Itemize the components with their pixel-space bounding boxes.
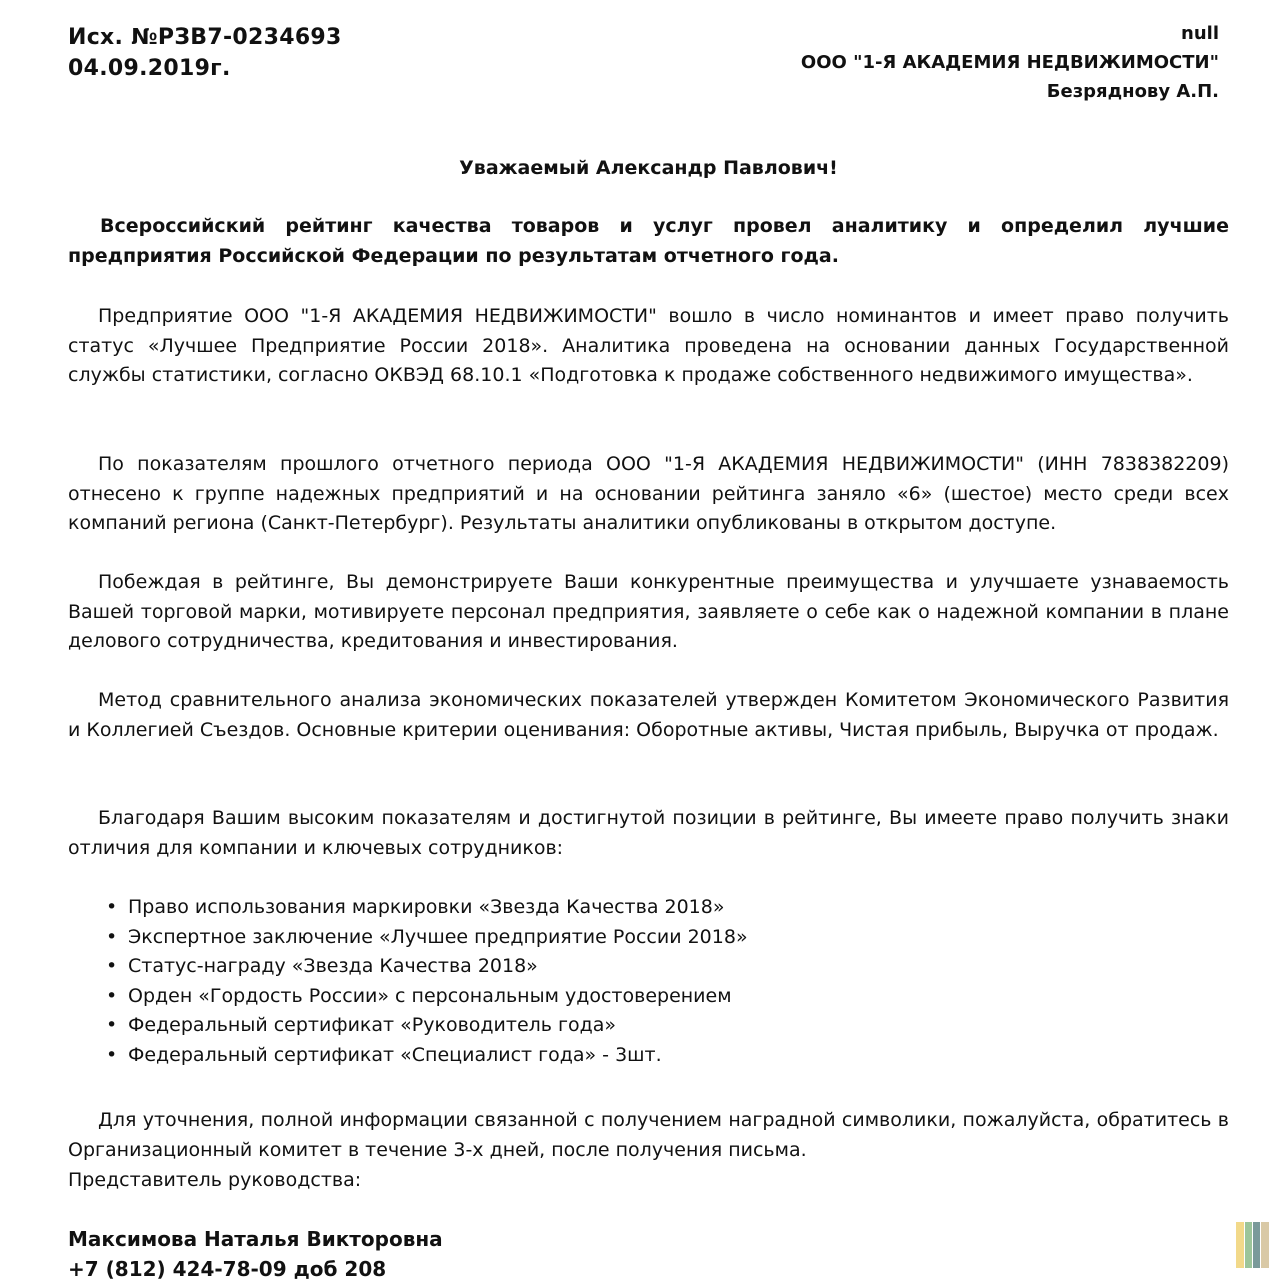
salutation: Уважаемый Александр Павлович! [459,157,838,179]
bullet-icon: • [106,1014,118,1036]
list-item [106,1041,748,1071]
awards-list [106,893,748,1070]
logo-bar [1236,1222,1244,1268]
bullet-icon: • [106,896,118,918]
logo-bar [1261,1222,1269,1268]
body-paragraph-nomination: Предприятие ООО "1-Я АКАДЕМИЯ НЕДВИЖИМОСТИ" вошло в число номинантов и имеет право получить статус «Лучшее Предприятие России 2018». Аналитика проведена на основании данных Государственной службы статистики, согласно ОКВЭД 68.10.1 «Подготовка к продаже собственного недвижимого имущества». [68,305,1229,386]
list-item [106,1011,748,1041]
list-item [106,893,748,923]
award-text: Федеральный сертификат «Специалист года» - 3шт. [128,1043,662,1066]
bullet-icon: • [106,1043,118,1066]
award-text: Федеральный сертификат «Руководитель года» [128,1014,617,1036]
letter-page [68,0,1229,1280]
award-text: Орден «Гордость России» с персональным удостоверением [128,984,732,1007]
logo-bar [1253,1222,1260,1268]
bullet-icon: • [106,955,118,977]
corner-logo-icon [1236,1222,1270,1268]
signatory-phone: +7 (812) 424-78-09 доб 208 [68,1257,387,1281]
list-item [106,982,748,1012]
bullet-icon: • [106,925,118,948]
list-item [106,923,748,953]
recipient-company: ООО "1-Я АКАДЕМИЯ НЕДВИЖИМОСТИ" [800,52,1219,73]
recipient-person: Безряднову А.П. [1046,81,1219,102]
bullet-icon: • [106,984,118,1007]
body-paragraph-benefits: Побеждая в рейтинге, Вы демонстрируете Ваши конкурентные преимущества и улучшаете узнаваемость Вашей торговой марки, мотивируете персонал предприятия, заявляете о себе как о надежной компании в плане делового сотрудничества, кредитования и инвестирования. [68,571,1229,652]
logo-bar [1245,1222,1252,1268]
signatory-name: Максимова Наталья Викторовна [68,1227,443,1251]
body-paragraph-method: Метод сравнительного анализа экономических показателей утвержден Комитетом Экономического Развития и Коллегией Съездов. Основные критерии оценивания: Оборотные активы, Чистая прибыль, Выручка от продаж. [68,689,1229,741]
letter-date: 04.09.2019г. [68,56,231,81]
outgoing-reference-block [68,22,342,84]
representative-label: Представитель руководства: [68,1169,362,1191]
award-text: Экспертное заключение «Лучшее предприятие России 2018» [128,925,748,948]
body-paragraph-ranking: По показателям прошлого отчетного периода ООО "1-Я АКАДЕМИЯ НЕДВИЖИМОСТИ" (ИНН 7838382209) отнесено к группе надежных предприятий и на основании рейтинга заняло «6» (шестое) место среди всех компаний региона (Санкт-Петербург). Результаты аналитики опубликованы в открытом доступе. [68,453,1229,534]
reference-number: Исх. №РЗВ7-0234693 [68,25,342,50]
award-text: Право использования маркировки «Звезда Качества 2018» [128,896,725,918]
recipient-line-null: null [1181,23,1219,44]
intro-paragraph: Всероссийский рейтинг качества товаров и услуг провел аналитику и определил лучшие предприятия Российской Федерации по результатам отчетного года. [68,215,1229,267]
closing-paragraph: Для уточнения, полной информации связанной с получением наградной символики, пожалуйста, обратитесь в Организационный комитет в течение 3-х дней, после получения письма. [68,1109,1229,1161]
list-item [106,952,748,982]
award-text: Статус-награду «Звезда Качества 2018» [128,955,538,977]
body-paragraph-awards-intro: Благодаря Вашим высоким показателям и достигнутой позиции в рейтинге, Вы имеете право получить знаки отличия для компании и ключевых сотрудников: [68,807,1229,859]
recipient-block [801,19,1219,106]
